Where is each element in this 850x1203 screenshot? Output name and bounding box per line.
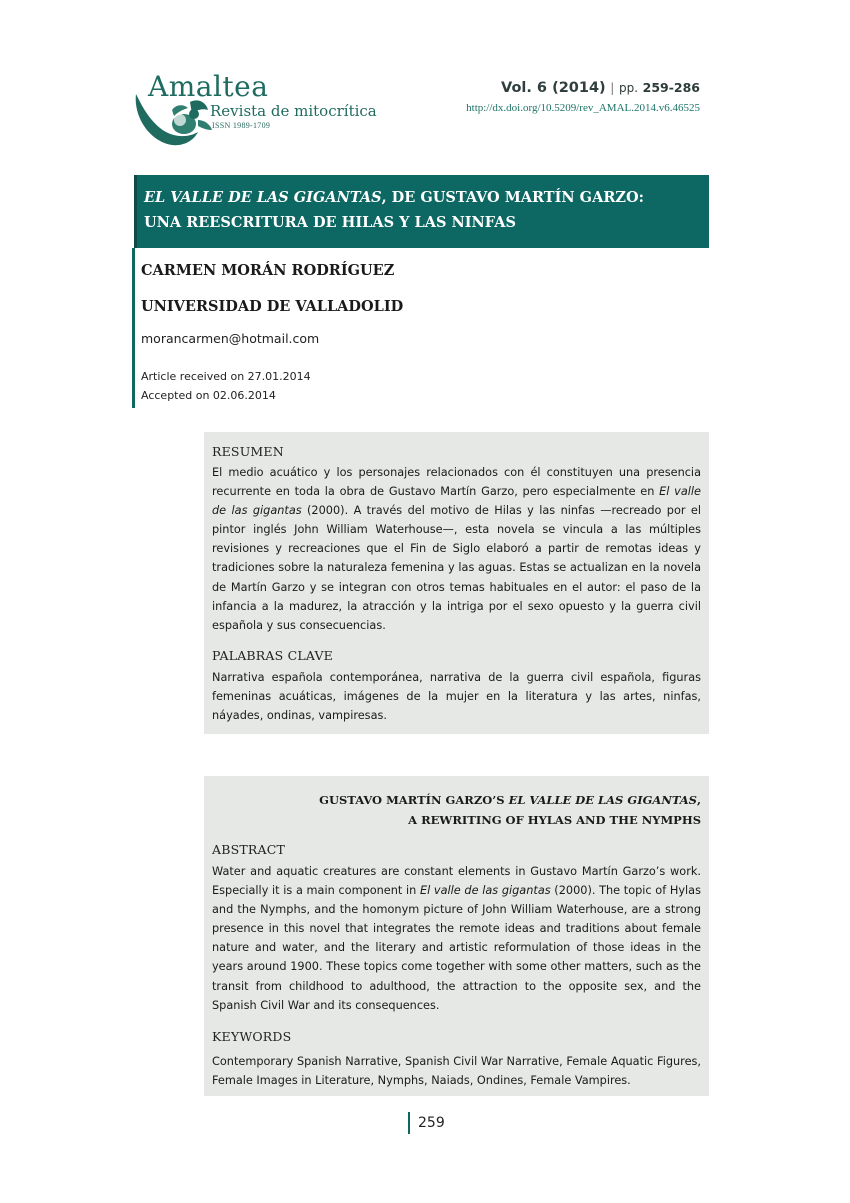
- journal-issn: ISSN 1989-1709: [212, 121, 271, 130]
- author-accent-bar: [132, 248, 135, 408]
- doi-link[interactable]: http://dx.doi.org/10.5209/rev_AMAL.2014.v6.46525: [466, 102, 700, 114]
- keywords-heading: KEYWORDS: [212, 1029, 292, 1044]
- resumen-text-b: (2000). A través del motivo de Hilas y las ninfas —recreado por el pintor inglés John William Waterhouse—, esta novela se vincula a las múltiples revisiones y recreaciones que el Fin de Siglo elaboró a partir de remotas ideas y tradiciones sobre la naturaleza femenina y las aguas. Estas se actualizan en la novela de Martín Garzo y se integran con otros temas habituales en el autor: el paso de la infancia a la madurez, la atracción y la intriga por el sexo opuesto y la guerra civil española y sus consecuencias.: [212, 504, 701, 632]
- english-title-b: ,: [696, 793, 701, 807]
- article-title-line-2: UNA REESCRITURA DE HILAS Y LAS NINFAS: [144, 214, 516, 231]
- resumen-text-italic: El valle de las gigantas: [212, 485, 701, 518]
- abstract-text: [212, 862, 701, 1015]
- volume: Vol. 6 (2014): [501, 80, 606, 96]
- resumen-box: [204, 432, 709, 734]
- english-title: [319, 790, 701, 830]
- palabras-clave-text: Narrativa española contemporánea, narrativa de la guerra civil española, figuras femeninas acuáticas, imágenes de la mujer en la literatura y las artes, ninfas, náyades, ondinas, vampiresas.: [212, 671, 701, 723]
- journal-subtitle: Revista de mitocrítica: [210, 102, 377, 120]
- issue-meta: [466, 80, 700, 114]
- article-dates: [141, 367, 311, 405]
- page-number: 259: [408, 1112, 445, 1134]
- pages-label: pp.: [618, 81, 639, 95]
- palabras-clave-heading: PALABRAS CLAVE: [212, 648, 334, 663]
- english-title-line-1: [319, 790, 701, 810]
- english-title-a: GUSTAVO MARTÍN GARZO’S: [319, 793, 509, 807]
- keywords-text: Contemporary Spanish Narrative, Spanish Civil War Narrative, Female Aquatic Figures, Female Images in Literature, Nymphs, Naiads, Ondines, Female Vampires.: [212, 1055, 701, 1088]
- author-email[interactable]: morancarmen@hotmail.com: [141, 331, 320, 346]
- resumen-heading: RESUMEN: [212, 444, 284, 459]
- abstract-text-b: (2000). The topic of Hylas and the Nymphs, and the homonym picture of John William Waterhouse, are a strong presence in this novel that integrates the remote ideas and traditions about female nature and water, and the literary and artistic reformulation of those ideas in the years around 1900. These topics come together with some other matters, such as the transit from childhood to adulthood, the attraction to the opposite sex, and the Spanish Civil War and its consequences.: [212, 884, 701, 1012]
- volume-separator: |: [610, 81, 615, 95]
- accepted-date: Accepted on 02.06.2014: [141, 389, 276, 402]
- author-affiliation: UNIVERSIDAD DE VALLADOLID: [141, 298, 404, 315]
- abstract-box: [204, 776, 709, 1096]
- abstract-heading: ABSTRACT: [212, 842, 286, 857]
- english-title-italic: EL VALLE DE LAS GIGANTAS: [508, 793, 697, 807]
- abstract-text-italic: El valle de las gigantas: [419, 884, 551, 898]
- volume-line: [466, 80, 700, 96]
- article-title-box: [134, 175, 709, 248]
- english-title-line-2: A REWRITING OF HYLAS AND THE NYMPHS: [408, 813, 701, 827]
- journal-name: Amaltea: [148, 70, 269, 103]
- article-title-line-1: [144, 185, 699, 210]
- pages-range: 259-286: [642, 80, 700, 95]
- resumen-text: [212, 463, 701, 635]
- resumen-text-a: El medio acuático y los personajes relacionados con él constituyen una presencia recurrente en toda la obra de Gustavo Martín Garzo, pero especialmente en: [212, 466, 701, 499]
- article-title-italic: EL VALLE DE LAS GIGANTAS: [144, 189, 382, 206]
- abstract-text-a: Water and aquatic creatures are constant elements in Gustavo Martín Garzo’s work. Especially it is a main component in: [212, 865, 701, 898]
- article-title-rest: , DE GUSTAVO MARTÍN GARZO:: [381, 189, 644, 206]
- journal-logo: [132, 70, 382, 152]
- received-date: Article received on 27.01.2014: [141, 370, 311, 383]
- author-name: CARMEN MORÁN RODRÍGUEZ: [141, 262, 395, 279]
